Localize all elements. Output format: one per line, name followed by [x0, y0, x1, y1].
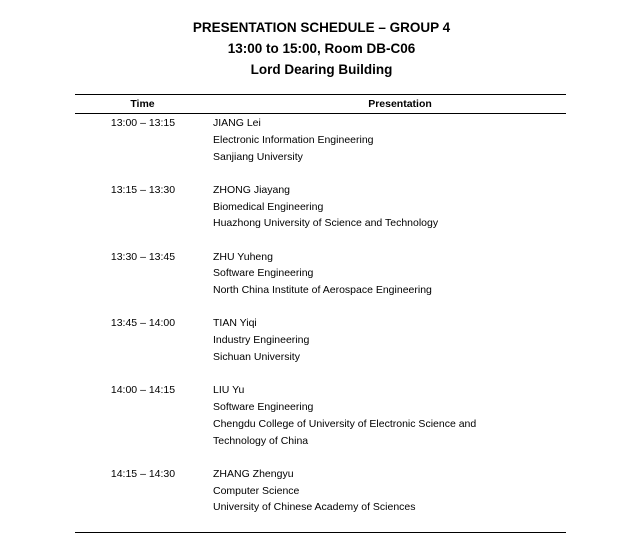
table-header-row — [75, 95, 566, 113]
session-time-room: 13:00 to 15:00, Room DB-C06 — [227, 41, 416, 56]
presenter-university: North China Institute of Aerospace Engineering — [213, 284, 432, 297]
presenter-major: Industry Engineering — [213, 334, 310, 347]
table-body — [75, 114, 566, 532]
presenter-details — [210, 115, 566, 165]
presenter-details — [210, 249, 566, 299]
column-header-time: Time — [130, 98, 155, 110]
slot-time: 13:45 – 14:00 — [110, 317, 176, 330]
presenter-major: Software Engineering — [213, 267, 314, 280]
slot-time: 14:00 – 14:15 — [110, 384, 176, 397]
presenter-name: LIU Yu — [213, 384, 245, 397]
presenter-name: ZHONG Jiayang — [213, 183, 291, 196]
page-title: PRESENTATION SCHEDULE – GROUP 4 — [192, 20, 451, 35]
presenter-major: Software Engineering — [213, 400, 314, 413]
presenter-university: Sichuan University — [213, 350, 300, 363]
table-row — [75, 249, 566, 299]
presenter-name: TIAN Yiqi — [213, 317, 257, 330]
presenter-details — [210, 182, 566, 232]
column-header-presentation: Presentation — [368, 98, 432, 110]
presenter-name: JIANG Lei — [213, 117, 261, 129]
slot-time: 13:15 – 13:30 — [110, 183, 176, 196]
presenter-university: Sanjiang University — [213, 150, 303, 163]
presenter-details — [210, 315, 566, 365]
presenter-name: ZHANG Zhengyu — [213, 467, 294, 480]
table-row — [75, 315, 566, 365]
table-row — [75, 466, 566, 516]
schedule-table — [75, 94, 566, 533]
presenter-name: ZHU Yuheng — [213, 250, 273, 263]
table-row — [75, 182, 566, 232]
presenter-university-continued: Technology of China — [213, 434, 309, 447]
slot-time: 13:30 – 13:45 — [110, 250, 176, 263]
building-name: Lord Dearing Building — [250, 62, 393, 77]
table-row — [75, 115, 566, 165]
presenter-university: Chengdu College of University of Electronic Science and — [213, 417, 477, 430]
slot-time: 13:00 – 13:15 — [110, 117, 176, 129]
presenter-major: Biomedical Engineering — [213, 200, 324, 213]
presenter-university: University of Chinese Academy of Sciences — [213, 501, 416, 514]
presenter-details — [210, 382, 566, 449]
presenter-details — [210, 466, 566, 516]
presenter-major: Electronic Information Engineering — [213, 133, 374, 146]
presenter-major: Computer Science — [213, 484, 300, 497]
table-row — [75, 382, 566, 449]
table-bottom-rule — [75, 532, 566, 533]
slot-time: 14:15 – 14:30 — [110, 467, 176, 480]
schedule-header — [0, 17, 643, 80]
presenter-university: Huazhong University of Science and Technology — [213, 217, 439, 230]
